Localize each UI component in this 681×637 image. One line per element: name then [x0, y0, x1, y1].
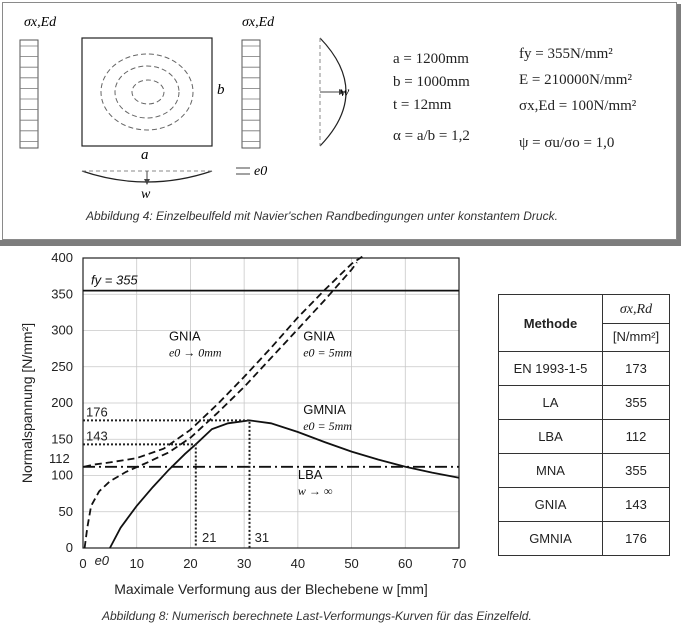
y-tick-label: 300 — [51, 322, 73, 338]
figure-4-caption: Abbildung 4: Einzelbeulfeld mit Navier'schen Randbedingungen unter konstantem Druck. — [86, 209, 558, 223]
extra-y-label: 176 — [86, 404, 108, 420]
extra-y-label: 143 — [86, 428, 108, 444]
y-axis-title: Normalspannung [N/mm²] — [19, 322, 35, 484]
cell-value: 173 — [603, 352, 670, 386]
x-tick-label: 70 — [451, 556, 467, 571]
table-row — [499, 488, 670, 522]
y-tick-label: 150 — [51, 431, 73, 447]
y-tick-label: 50 — [58, 503, 73, 519]
stress-arrows-left — [20, 46, 38, 141]
series-gnia-e0-5mm — [85, 262, 357, 548]
table-row — [499, 420, 670, 454]
label-e0: e0 — [254, 164, 268, 179]
extra-y-label: 112 — [49, 450, 70, 466]
figure-4-drawing — [0, 0, 681, 240]
panel-shadow — [0, 240, 681, 246]
plot-frame — [83, 258, 459, 548]
x-tick-label: 60 — [398, 556, 413, 571]
x-axis-title: Maximale Verformung aus der Blechebene w [mm] — [114, 581, 428, 597]
label-a: a — [141, 147, 149, 163]
param-t: t = 12mm — [393, 97, 452, 113]
cell-method: EN 1993-1-5 — [499, 352, 603, 386]
cell-value: 112 — [603, 420, 670, 454]
chart-annotation: GMNIA — [303, 401, 346, 417]
extra-x-label: 31 — [254, 530, 270, 545]
cell-method: GMNIA — [499, 522, 603, 556]
chart-annotation: e0 → 0mm — [168, 345, 222, 360]
series-gmnia-e0-5mm — [110, 420, 459, 548]
cell-value: 355 — [603, 386, 670, 420]
y-tick-label: 250 — [51, 358, 73, 374]
chart-annotation: GNIA — [303, 328, 336, 344]
chart-grid — [83, 258, 459, 548]
param-alpha: α = a/b = 1,2 — [393, 128, 470, 144]
cell-method: LBA — [499, 420, 603, 454]
cell-value: 143 — [603, 488, 670, 522]
header-unit: [N/mm²] — [612, 329, 660, 344]
results-table — [498, 294, 670, 556]
chart-annotation: GNIA — [168, 328, 201, 344]
param-E: E = 210000N/mm² — [519, 72, 632, 88]
x-tick-label: 40 — [290, 556, 306, 571]
y-tick-label: 200 — [51, 395, 73, 410]
label-b: b — [217, 82, 225, 98]
table-row — [499, 454, 670, 488]
chart-annotation: LBA — [297, 467, 323, 483]
label-w-right: w — [340, 85, 350, 100]
param-psi: ψ = σu/σo = 1,0 — [519, 135, 615, 151]
cell-value: 355 — [603, 454, 670, 488]
chart-annotation: fy = 355 — [91, 272, 138, 288]
marker-reference-line — [83, 420, 250, 548]
label-w-bottom: w — [141, 187, 151, 202]
param-fy: fy = 355N/mm² — [519, 46, 613, 62]
table-header-row — [499, 295, 670, 352]
param-b: b = 1000mm — [393, 74, 470, 90]
chart-axes — [83, 258, 459, 548]
x-tick-label: 20 — [183, 556, 198, 571]
y-tick-label: 400 — [51, 250, 73, 265]
chart-annotation: e0 = 5mm — [303, 418, 352, 433]
x-tick-label: 10 — [129, 556, 144, 571]
y-tick-label: 350 — [51, 286, 73, 302]
param-sigma: σx,Ed = 100N/mm² — [519, 98, 637, 114]
contour-middle — [115, 66, 179, 118]
header-sigma — [603, 295, 670, 352]
extra-x-label: 21 — [201, 530, 217, 545]
marker-reference-line — [83, 444, 196, 548]
sigma-label-left: σx,Ed — [24, 15, 57, 30]
series-gnia-e0-0mm — [84, 257, 362, 467]
param-a: a = 1200mm — [393, 51, 469, 67]
chart-labels — [19, 250, 466, 597]
cell-value: 176 — [603, 522, 670, 556]
header-sigma-symbol: σx,Rd — [603, 296, 669, 324]
stress-arrows-right — [242, 46, 260, 141]
y-tick-label: 0 — [65, 540, 73, 555]
y-tick-label: 100 — [51, 467, 73, 483]
sigma-label-right: σx,Ed — [242, 15, 275, 30]
x-tick-label: 30 — [236, 556, 252, 571]
table-row — [499, 352, 670, 386]
table-row — [499, 522, 670, 556]
x-tick-label: 50 — [344, 556, 359, 571]
figure-8-caption: Abbildung 8: Numerisch berechnete Last-Verformungs-Kurven für das Einzelfeld. — [102, 609, 532, 623]
table-row — [499, 386, 670, 420]
x-tick-label: 0 — [79, 556, 87, 571]
cell-method: MNA — [499, 454, 603, 488]
chart-annotation: e0 = 5mm — [303, 345, 352, 360]
cell-method: GNIA — [499, 488, 603, 522]
extra-x-label: e0 — [94, 553, 110, 568]
cell-method: LA — [499, 386, 603, 420]
chart-series — [83, 257, 459, 548]
header-methode: Methode — [499, 295, 603, 352]
contour-inner — [132, 80, 164, 104]
chart-annotation: w → ∞ — [297, 484, 333, 499]
